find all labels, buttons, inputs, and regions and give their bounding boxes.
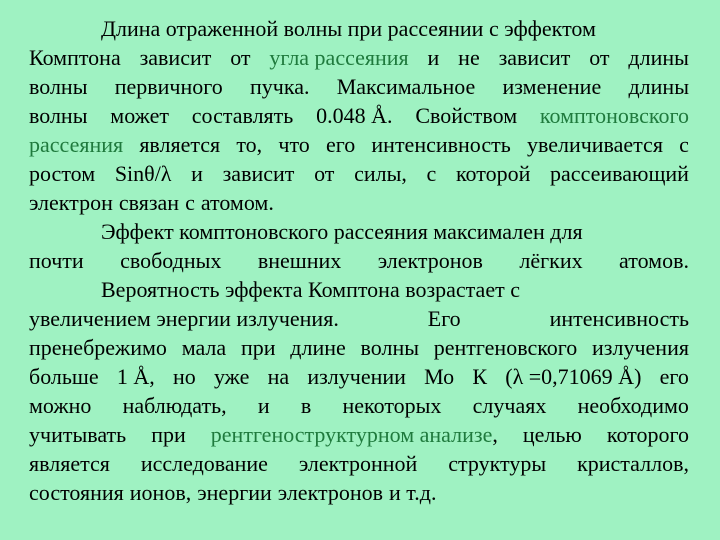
text-word: составлять [191,103,294,128]
text-word: К [472,364,488,389]
text-word: на [267,364,290,389]
text-word: которого [606,422,689,447]
text-line [101,14,689,43]
text-word: 0.048 Å. [316,103,393,128]
text-word: в [300,393,312,418]
text-word: изменение [502,74,602,99]
text-word: внешних [257,248,342,273]
text-word: Эффект комптоновского рассеяния максимален для [101,219,583,244]
text-word: с [679,132,689,157]
text-line [29,43,689,72]
text-word: электронов [377,248,483,273]
text-word: которой [455,161,531,186]
text-word: и т.д. [389,480,437,505]
text-word: но [172,364,196,389]
text-word: рентгеноструктурном анализе, [210,422,498,447]
text-word: 1 Å, [116,364,155,389]
text-line [101,217,689,246]
text-word: зависит [222,161,295,186]
text-word: комптоновского [539,103,689,128]
text-word: что [278,132,310,157]
text-word: некоторых [342,393,442,418]
text-word: электронов [277,480,384,505]
text-word: от [230,45,251,70]
text-word: то, [236,132,263,157]
text-line [29,449,689,478]
text-word: Мо [424,364,455,389]
text-word: при [240,335,276,360]
text-word: с [185,190,195,215]
text-line [29,246,689,275]
text-line [101,275,689,304]
text-word: Его [427,306,461,331]
text-word: интенсивность [549,306,689,331]
text-word: зависит [139,45,212,70]
text-word: энергии [197,480,272,505]
text-word: связан [118,190,180,215]
text-word: и [191,161,203,186]
text-line [29,159,689,188]
text-line [29,333,689,362]
text-word: Вероятность эффекта Комптона возрастает с [101,277,520,302]
text-word: увеличением энергии излучения. [29,306,339,331]
text-word: силы, [354,161,407,186]
text-word: волны [360,335,419,360]
text-word: Максимальное [336,74,476,99]
text-line [29,188,689,217]
text-word: длины [628,45,689,70]
text-word: излучения [592,335,689,360]
text-word: интенсивность [371,132,511,157]
text-word: рассеивающий [550,161,689,186]
text-line [29,72,689,101]
text-word: уже [213,364,250,389]
text-word: лёгких [519,248,583,273]
text-word: от [314,161,335,186]
text-word: атомов. [619,248,689,273]
text-word: необходимо [577,393,689,418]
text-word: угла рассеяния [269,45,409,70]
text-word: его [325,132,356,157]
text-word: рентгеновского [433,335,578,360]
text-word: целью [522,422,582,447]
text-word: учитывать [29,422,127,447]
text-word: мала [181,335,227,360]
text-word: Длина отраженной волны при рассеянии с эффектом [101,16,596,41]
text-line [29,420,689,449]
text-word: исследование [140,451,268,476]
text-word: (λ =0,71069 Å) [505,364,642,389]
text-word: можно [29,393,92,418]
text-word: волны [29,74,88,99]
text-word: почти [29,248,84,273]
text-word: зависит [498,45,571,70]
text-word: и [427,45,440,70]
text-word: Sinθ/λ [114,161,172,186]
text-word: случаях [472,393,547,418]
text-word: электронной [298,451,418,476]
text-word: кристаллов, [577,451,689,476]
text-word: первичного [114,74,223,99]
text-word: пренебрежимо [29,335,167,360]
text-line [29,478,689,507]
text-word: излучении [307,364,406,389]
text-word: наблюдать, [122,393,227,418]
text-word: больше [29,364,99,389]
text-word: с [426,161,437,186]
text-line [29,101,689,130]
text-word: увеличивается [526,132,663,157]
text-word: является [29,451,110,476]
text-word: длине [290,335,346,360]
text-word: может [110,103,169,128]
text-word: является [139,132,221,157]
text-word: от [589,45,610,70]
text-word: пучка. [250,74,310,99]
text-word: ростом [29,161,96,186]
text-word: рассеяния [29,132,124,157]
text-word: свободных [120,248,222,273]
text-word: электрон [29,190,113,215]
text-word: состояния [29,480,124,505]
text-word: Свойством [415,103,518,128]
text-word: его [659,364,689,389]
text-word: волны [29,103,88,128]
text-word: не [458,45,480,70]
text-line [29,362,689,391]
text-word: атомом. [200,190,274,215]
text-word: Комптона [29,45,121,70]
text-word: структуры [448,451,547,476]
text-word: ионов, [129,480,192,505]
text-line [29,304,689,333]
text-word: и [257,393,270,418]
text-word: длины [628,74,689,99]
text-line [29,391,689,420]
text-line [29,130,689,159]
text-word: при [151,422,186,447]
